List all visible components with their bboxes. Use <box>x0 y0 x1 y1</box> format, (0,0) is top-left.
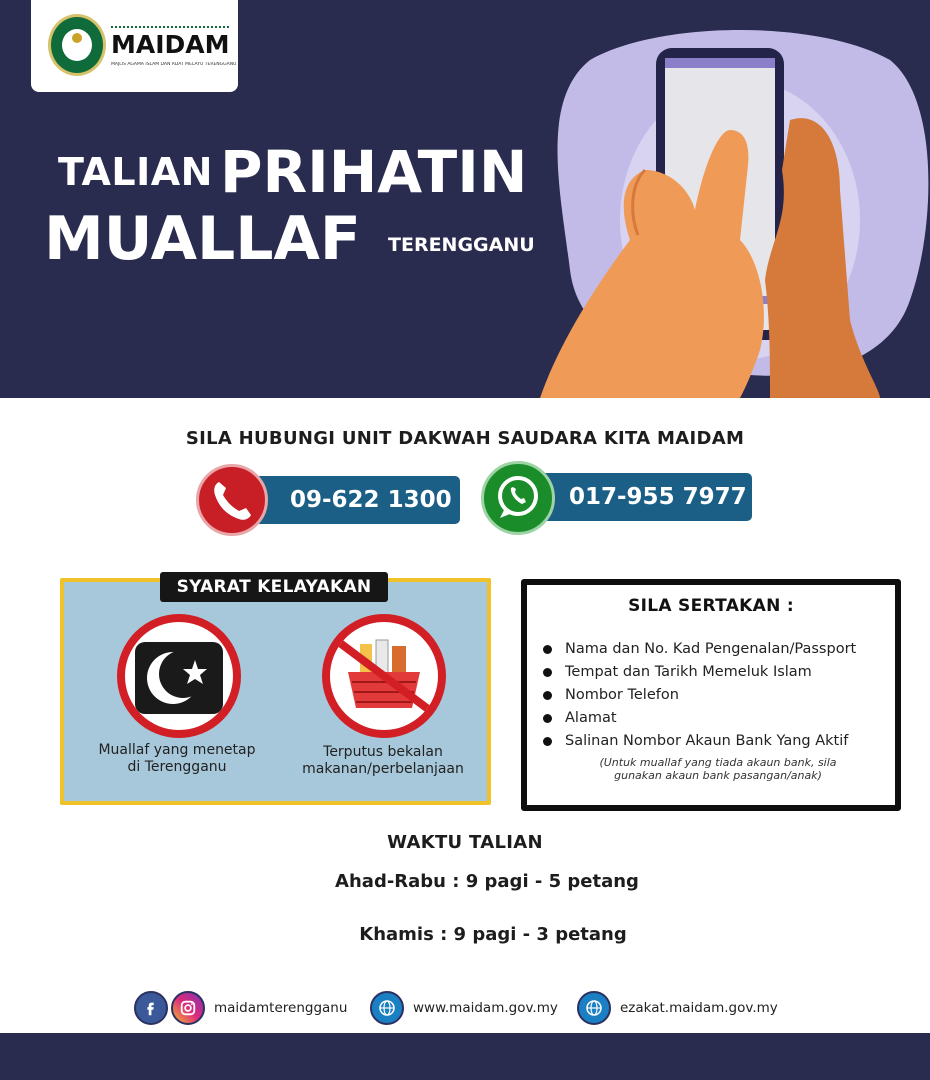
list-item: Tempat dan Tarikh Memeluk Islam <box>543 661 893 684</box>
hands-holding-phone-illustration <box>520 20 930 398</box>
ezakat-url[interactable]: ezakat.maidam.gov.my <box>620 1000 778 1016</box>
logo-name: MAIDAM <box>111 30 230 59</box>
food-basket-icon <box>322 614 446 738</box>
list-item: Alamat <box>543 707 893 730</box>
schedule-thursday: Khamis : 9 pagi - 3 petang <box>270 913 716 957</box>
waktu-heading: WAKTU TALIAN <box>387 832 543 853</box>
sertakan-title: SILA SERTAKAN : <box>628 596 794 616</box>
title-terengganu: TERENGGANU <box>388 234 535 256</box>
list-item: Nama dan No. Kad Pengenalan/Passport <box>543 638 893 661</box>
maidam-emblem-icon <box>48 14 106 76</box>
globe-icon <box>577 991 611 1025</box>
footer-bar <box>0 1033 930 1080</box>
facebook-icon[interactable] <box>134 991 168 1025</box>
arabic-script-decoration <box>111 18 229 28</box>
contact-heading: SILA HUBUNGI UNIT DAKWAH SAUDARA KITA MAIDAM <box>185 428 745 449</box>
syarat-caption-muallaf: Muallaf yang menetap di Terengganu <box>98 742 256 775</box>
bank-account-note: (Untuk muallaf yang tiada akaun bank, sila gunakan akaun bank pasangan/anak) <box>599 756 837 782</box>
header-banner <box>0 0 930 398</box>
social-link[interactable] <box>134 990 347 1026</box>
maidam-logo[interactable] <box>31 0 238 92</box>
title-prihatin: PRIHATIN <box>220 138 528 206</box>
social-handle[interactable]: maidamterengganu <box>214 1000 348 1016</box>
sertakan-list <box>543 638 893 753</box>
instagram-icon[interactable] <box>171 991 205 1025</box>
schedule-weekdays: Ahad-Rabu : 9 pagi - 5 petang <box>264 860 710 904</box>
whatsapp-number-button[interactable]: 017-955 7977 <box>532 473 752 521</box>
syarat-title: SYARAT KELAYAKAN <box>160 572 388 602</box>
phone-icon <box>196 464 268 536</box>
phone-number-button[interactable]: 09-622 1300 <box>246 476 460 524</box>
crescent-star-icon <box>117 614 241 738</box>
title-talian: TALIAN <box>58 150 213 194</box>
list-item: Salinan Nombor Akaun Bank Yang Aktif <box>543 730 893 753</box>
phone-status-bar <box>665 58 775 68</box>
globe-icon <box>370 991 404 1025</box>
website-link[interactable] <box>370 990 558 1026</box>
logo-subtitle: MAJLIS AGAMA ISLAM DAN ADAT MELAYU TERENGGANU <box>111 62 236 67</box>
syarat-caption-bekalan: Terputus bekalan makanan/perbelanjaan <box>302 744 464 777</box>
whatsapp-icon <box>481 461 555 535</box>
list-item: Nombor Telefon <box>543 684 893 707</box>
title-muallaf: MUALLAF <box>44 204 361 274</box>
website-url[interactable]: www.maidam.gov.my <box>413 1000 558 1016</box>
ezakat-link[interactable] <box>577 990 778 1026</box>
